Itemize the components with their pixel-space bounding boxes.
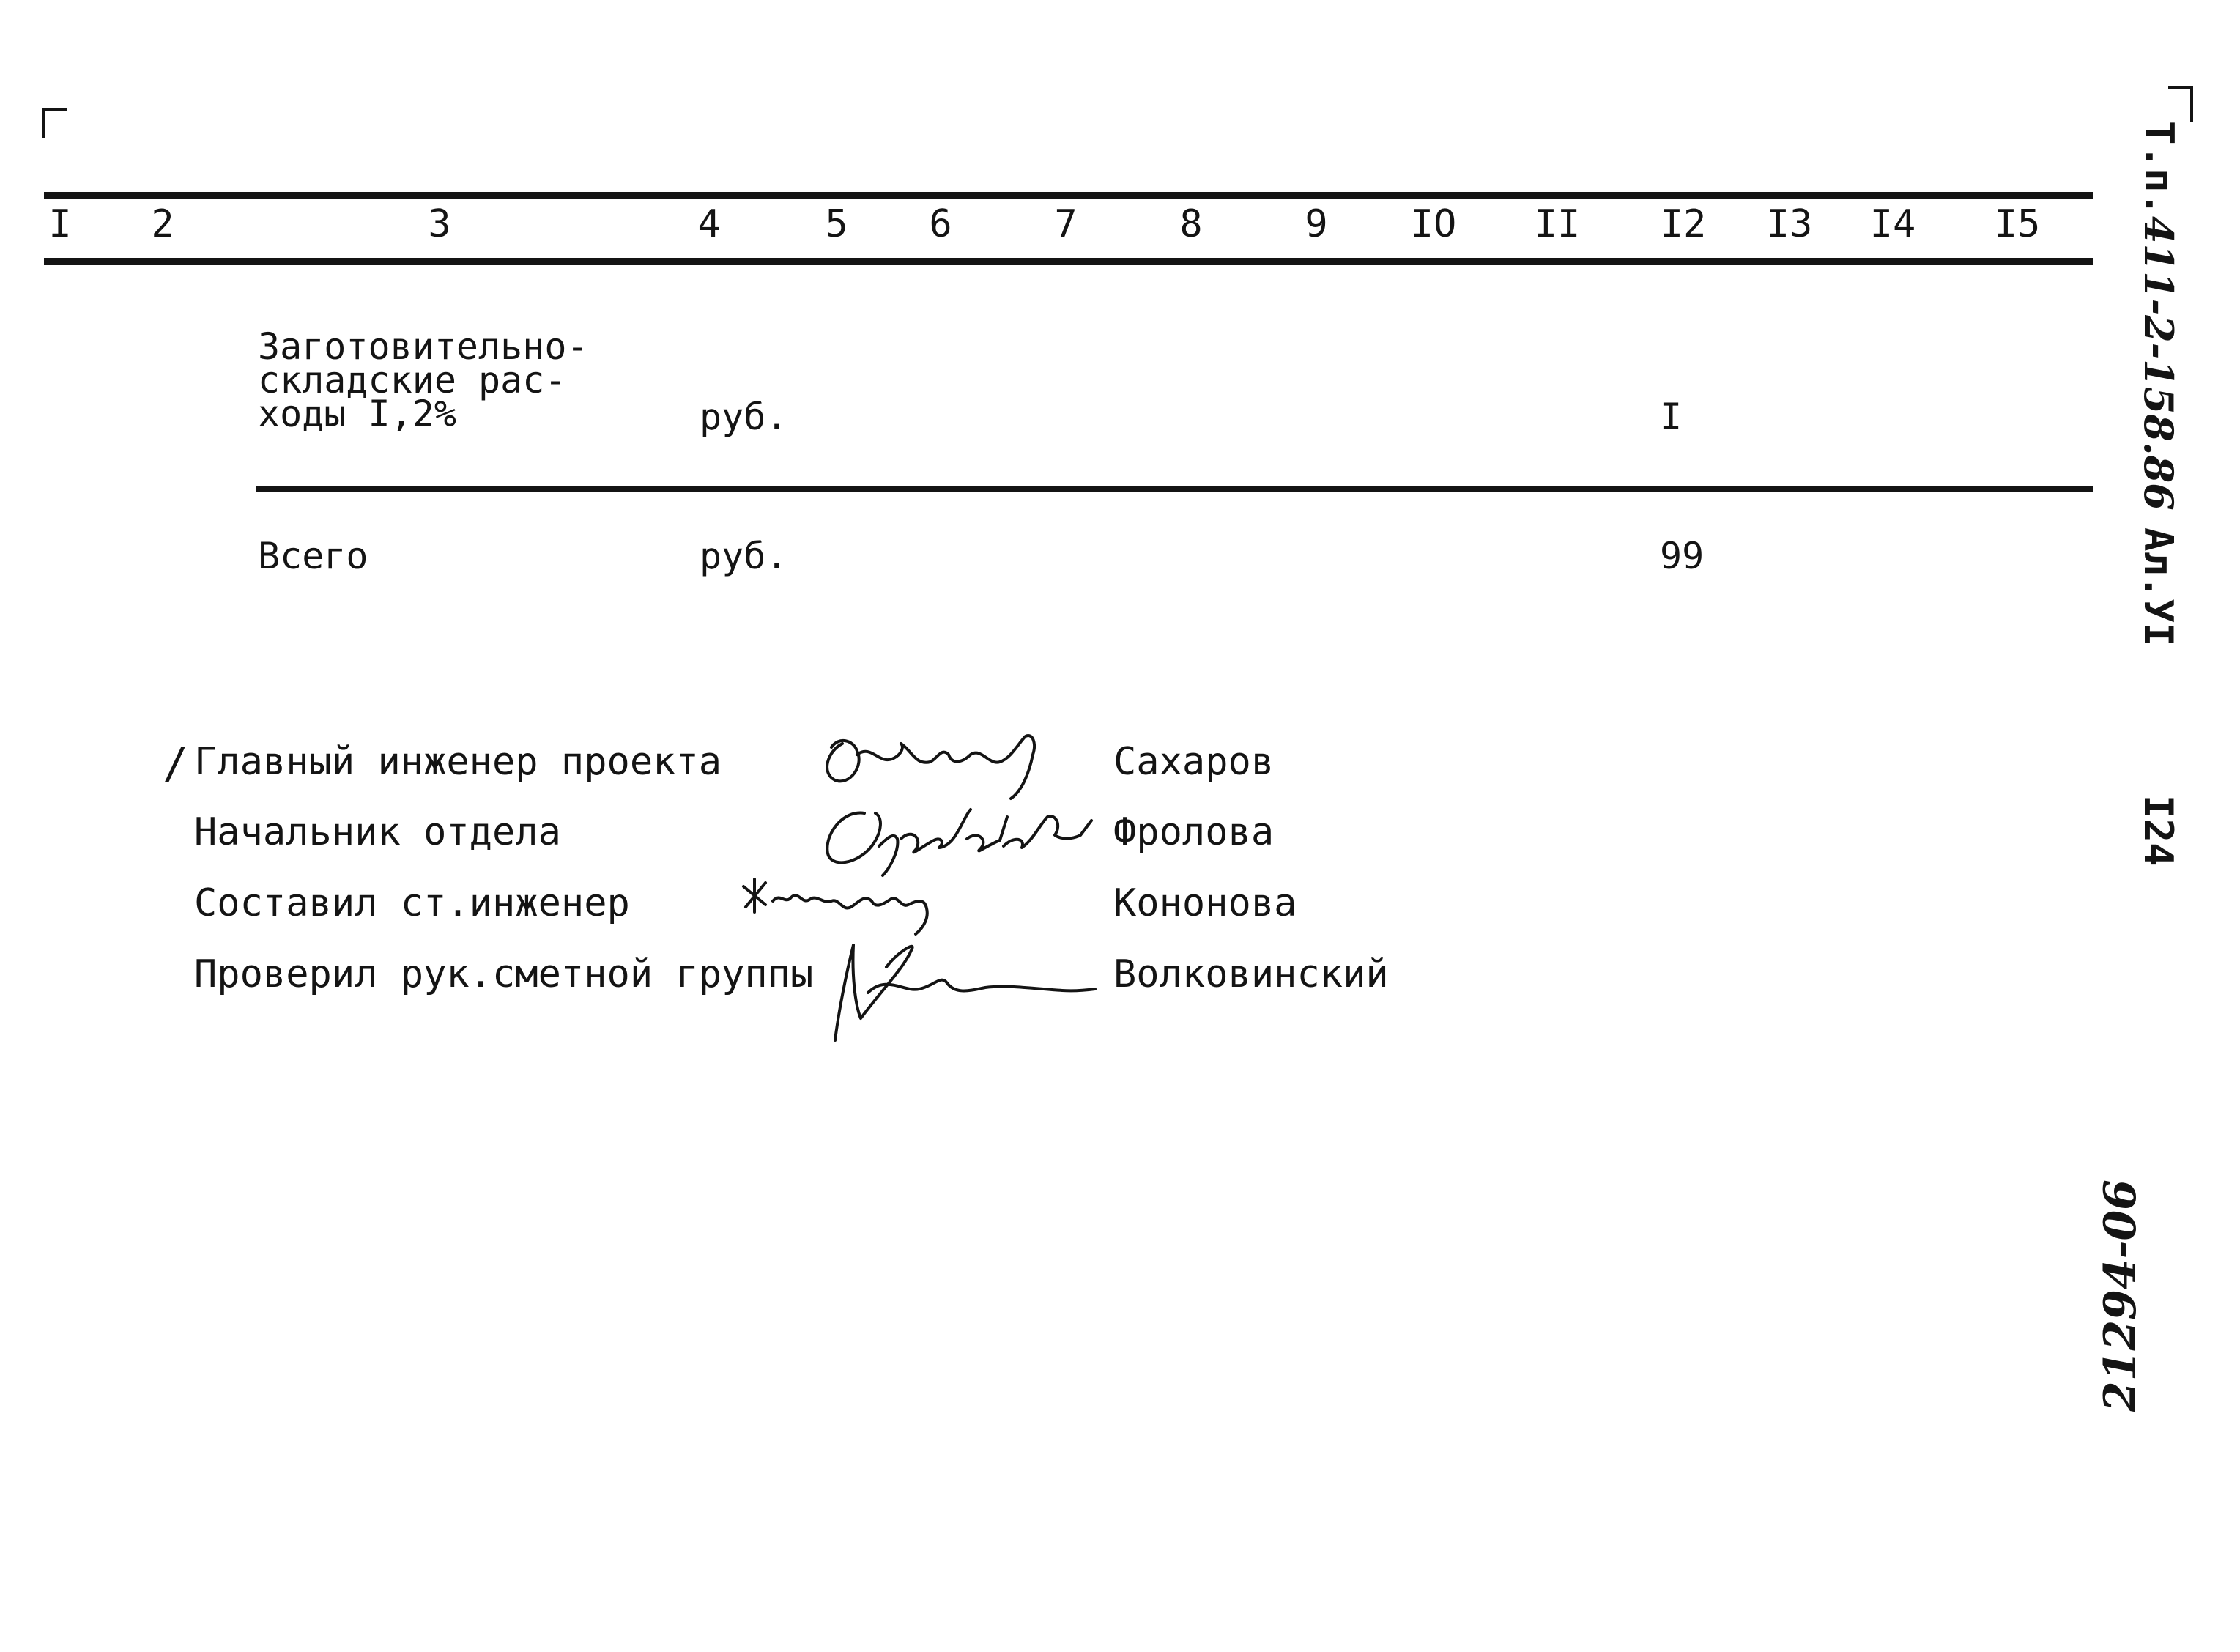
column-number-5: 5 [825,202,848,246]
inventory-number: 21294-06 [2095,1179,2146,1412]
column-number-8: 8 [1179,202,1203,246]
row-name-line: ходы I,2% [258,393,456,435]
table-header-rule [44,258,2093,265]
corner-mark-top-left [42,108,67,138]
signer-role: Составил ст.инженер [194,881,630,925]
signer-role: Начальник отдела [194,810,561,854]
signer-name: Кононова [1113,881,1297,925]
document-code-stamp [2135,121,2182,511]
row-name-cell [258,325,589,435]
row-name-line: Заготовительно- [258,325,589,368]
document-code-prefix: Т.п. [2136,121,2182,217]
column-number-15: I5 [1994,202,2041,246]
column-number-1: I [48,202,72,246]
document-code-number: 411-2-158.86 [2135,216,2182,511]
row-name-cell: Всего [258,535,368,577]
signer-role: Главный инженер проекта [194,740,722,784]
signer-name: Сахаров [1113,740,1275,784]
row-separator-rule [256,486,2093,492]
column-number-10: IO [1410,202,1457,246]
corner-mark-top-right [2168,86,2193,122]
row-col12-cell: 99 [1660,535,1705,577]
album-label: Ал.УI [2135,527,2181,647]
page-number: I24 [2135,795,2181,867]
column-number-13: I3 [1766,202,1813,246]
signature-reviewer [817,923,1110,1048]
signature-department-head [813,795,1121,879]
signer-role: Проверил рук.сметной группы [194,952,814,996]
margin-tick-mark: / [163,738,188,788]
column-number-9: 9 [1305,202,1328,246]
row-name-line: складские рас- [258,359,567,401]
column-number-11: II [1534,202,1581,246]
column-number-3: 3 [428,202,451,246]
column-number-7: 7 [1054,202,1078,246]
signer-name: Волковинский [1113,952,1389,996]
column-number-2: 2 [151,202,174,246]
signer-name: Фролова [1113,810,1275,854]
row-unit-cell: руб. [700,535,788,577]
column-number-6: 6 [929,202,952,246]
column-number-14: I4 [1869,202,1916,246]
column-number-12: I2 [1660,202,1707,246]
row-unit-cell: руб. [700,396,788,438]
signature-chief-engineer [813,722,1062,802]
row-col12-cell: I [1660,396,1683,438]
column-number-4: 4 [697,202,721,246]
table-top-rule [44,192,2093,199]
